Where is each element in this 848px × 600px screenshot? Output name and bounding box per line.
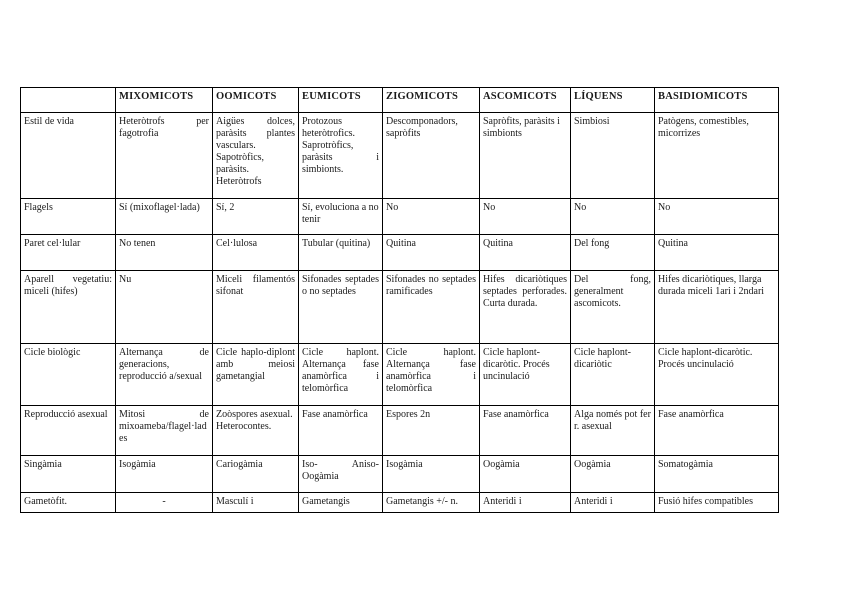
table-row-gametofit <box>21 493 779 513</box>
table-cell: Zoòspores asexual. Heterocontes. <box>213 406 299 456</box>
table-cell: Del fong <box>571 235 655 271</box>
row-label: Reproducció asexual <box>21 406 116 456</box>
header-eumicots: EUMICOTS <box>299 88 383 113</box>
table-cell: Sapròfits, paràsits i simbionts <box>480 113 571 199</box>
table-cell: Anteridi i <box>571 493 655 513</box>
table-cell: Iso- Aniso- Oogàmia <box>299 456 383 493</box>
row-label: Estil de vida <box>21 113 116 199</box>
table-cell: Heteròtrofs per fagotrofia <box>116 113 213 199</box>
table-row-paret-cellular <box>21 235 779 271</box>
table-cell: Fase anamòrfica <box>299 406 383 456</box>
table-cell: Mitosi de mixoameba/flagel·lades <box>116 406 213 456</box>
table-cell: Descomponadors, sapròfits <box>383 113 480 199</box>
table-cell: - <box>116 493 213 513</box>
table-cell: Sifonades septades o no septades <box>299 271 383 344</box>
table-cell: Cicle haplont-dicaròtic. Procés uncinulació <box>655 344 779 406</box>
table-cell: Protozous heteròtrofics. Saprotròfics, paràsits i simbionts. <box>299 113 383 199</box>
table-cell: Hifes dicariòtiques septades perforades. Curta durada. <box>480 271 571 344</box>
table-cell: Cicle haplont-dicariòtic <box>571 344 655 406</box>
table-cell: Alternança de generacions, reproducció a/sexual <box>116 344 213 406</box>
table-cell: Sifonades no septades ramificades <box>383 271 480 344</box>
header-oomicots: OOMICOTS <box>213 88 299 113</box>
table-row-reproduccio-asexual <box>21 406 779 456</box>
header-cell-empty <box>21 88 116 113</box>
table-cell: Sí (mixoflagel·lada) <box>116 199 213 235</box>
table-row-estil-de-vida <box>21 113 779 199</box>
row-label: Singàmia <box>21 456 116 493</box>
table-cell: No <box>383 199 480 235</box>
table-cell: No <box>480 199 571 235</box>
table-cell: Espores 2n <box>383 406 480 456</box>
table-cell: Cicle haplont. Alternança fase anamòrfica i telomòrfica <box>299 344 383 406</box>
table-cell: No <box>655 199 779 235</box>
table-cell: Gametangis +/- n. <box>383 493 480 513</box>
table-cell: Fase anamòrfica <box>655 406 779 456</box>
table-cell: Patògens, comestibles, micorrizes <box>655 113 779 199</box>
row-label: Paret cel·lular <box>21 235 116 271</box>
header-ascomicots: ASCOMICOTS <box>480 88 571 113</box>
table-cell: No <box>571 199 655 235</box>
table-cell: Isogàmia <box>383 456 480 493</box>
table-row-aparell-vegetatiu <box>21 271 779 344</box>
header-liquens: LÍQUENS <box>571 88 655 113</box>
table-cell: Simbiosi <box>571 113 655 199</box>
table-cell: Tubular (quitina) <box>299 235 383 271</box>
header-mixomicots: MIXOMICOTS <box>116 88 213 113</box>
table-row-cicle-biologic <box>21 344 779 406</box>
row-label: Cicle biològic <box>21 344 116 406</box>
table-cell: Aigües dolces, paràsits plantes vasculars. Sapotròfics, paràsits. Heteròtrofs <box>213 113 299 199</box>
table-cell: No tenen <box>116 235 213 271</box>
table-cell: Cicle haplo-diplont amb meiosi gametangial <box>213 344 299 406</box>
table-cell: Gametangis <box>299 493 383 513</box>
table-cell: Quitina <box>655 235 779 271</box>
table-cell: Anteridi i <box>480 493 571 513</box>
row-label: Flagels <box>21 199 116 235</box>
row-label: Aparell vegetatiu: miceli (hifes) <box>21 271 116 344</box>
table-cell: Alga només pot fer r. asexual <box>571 406 655 456</box>
table-cell: Isogàmia <box>116 456 213 493</box>
table-cell: Del fong, generalment ascomicots. <box>571 271 655 344</box>
header-zigomicots: ZIGOMICOTS <box>383 88 480 113</box>
row-label: Gametòfit. <box>21 493 116 513</box>
table-cell: Cicle haplont-dicaròtic. Procés uncinulació <box>480 344 571 406</box>
table-cell: Miceli filamentós sifonat <box>213 271 299 344</box>
table-cell: Fusió hifes compatibles <box>655 493 779 513</box>
table-row-flagels <box>21 199 779 235</box>
table-cell: Quitina <box>383 235 480 271</box>
table-row-singamia <box>21 456 779 493</box>
table-cell: Fase anamòrfica <box>480 406 571 456</box>
table-cell: Quitina <box>480 235 571 271</box>
table-cell: Hifes dicariòtiques, llarga durada miceli 1ari i 2ndari <box>655 271 779 344</box>
table-cell: Sí, 2 <box>213 199 299 235</box>
table-cell: Cel·lulosa <box>213 235 299 271</box>
table-cell: Nu <box>116 271 213 344</box>
header-row <box>21 88 779 113</box>
table-cell: Cariogàmia <box>213 456 299 493</box>
table-cell: Oogàmia <box>571 456 655 493</box>
table-cell: Masculí i <box>213 493 299 513</box>
table-cell: Oogàmia <box>480 456 571 493</box>
table-cell: Somatogàmia <box>655 456 779 493</box>
fungi-comparison-table <box>20 87 779 513</box>
table-cell: Sí, evoluciona a no tenir <box>299 199 383 235</box>
header-basidiomicots: BASIDIOMICOTS <box>655 88 779 113</box>
table-cell: Cicle haplont. Alternança fase anamòrfica i telomòrfica <box>383 344 480 406</box>
